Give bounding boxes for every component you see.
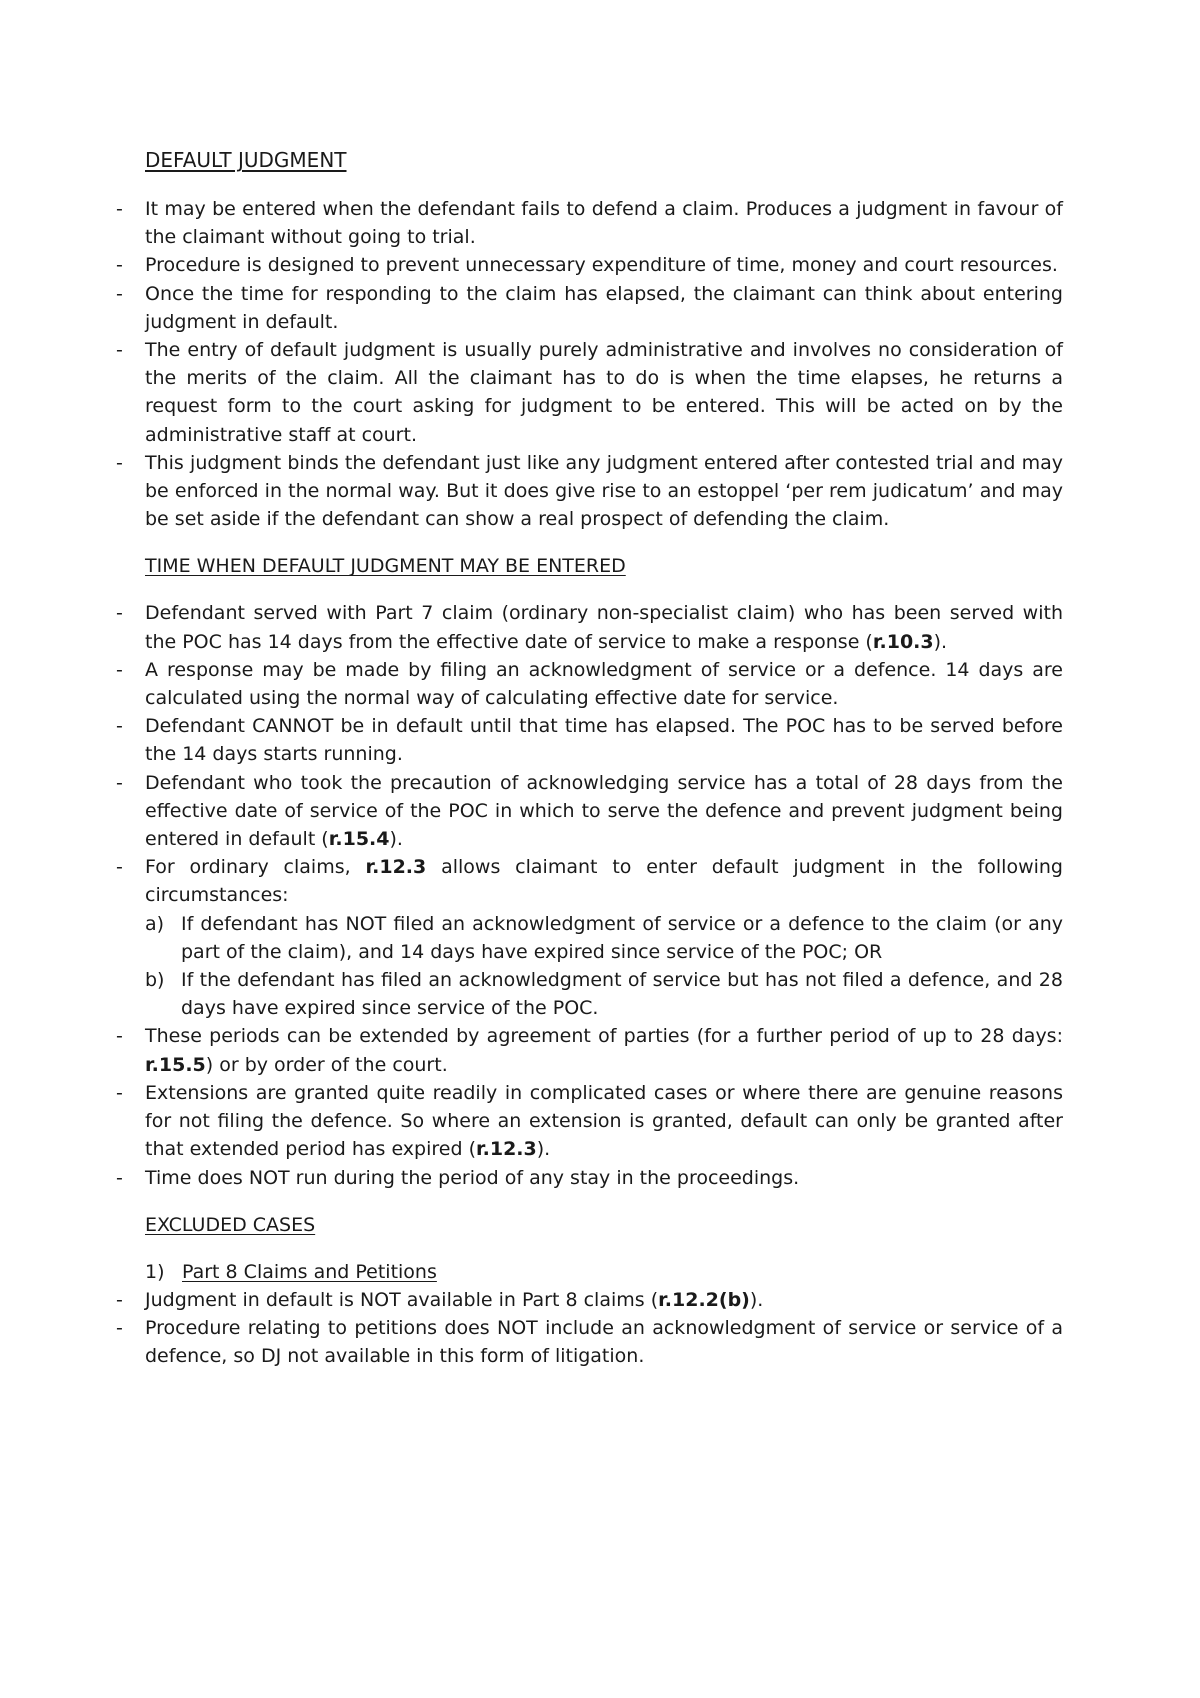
list-item [145, 1022, 1063, 1078]
list-item [145, 1286, 1063, 1314]
list-item: - The entry of default judgment is usually purely administrative and involves no consideration of the merits of the claim. All the claimant has to do is when the time elapses, he returns a request form to the court asking for judgment to be entered. This will be acted on by the administrative staff at court. [145, 336, 1063, 449]
time-list [145, 599, 1063, 1191]
list-item: - Time does NOT run during the period of any stay in the proceedings. [145, 1164, 1063, 1192]
list-item [145, 853, 1063, 1022]
rule-reference: r.15.5 [145, 1053, 206, 1076]
list-item-text: These periods can be extended by agreement of parties (for a further period of up to 28 days: [145, 1025, 1063, 1048]
circumstances-list [145, 910, 1063, 1023]
list-item-text: Judgment in default is NOT available in Part 8 claims ( [145, 1288, 659, 1311]
list-marker: b) [145, 969, 165, 992]
document-title: DEFAULT JUDGMENT [145, 148, 347, 172]
list-item: - It may be entered when the defendant fails to defend a claim. Produces a judgment in favour of the claimant without going to trial. [145, 195, 1063, 251]
list-item [145, 1079, 1063, 1164]
list-item-text: If the defendant has filed an acknowledgment of service but has not filed a defence, and 28 days have expired since service of the POC. [181, 969, 1063, 1020]
list-item [145, 966, 1063, 1022]
list-item: - A response may be made by filing an acknowledgment of service or a defence. 14 days are calculated using the normal way of calculating effective date for service. [145, 656, 1063, 712]
section-heading-excluded: EXCLUDED CASES [145, 1213, 316, 1236]
subsection-title: Part 8 Claims and Petitions [182, 1260, 437, 1283]
list-item [145, 599, 1063, 655]
list-item [145, 910, 1063, 966]
numbered-subheading [145, 1258, 1063, 1286]
document-page [145, 146, 1063, 1370]
section-heading-time: TIME WHEN DEFAULT JUDGMENT MAY BE ENTERED [145, 555, 626, 578]
list-item-text: ). [536, 1138, 551, 1161]
list-item [145, 769, 1063, 854]
list-item-text: ). [389, 828, 403, 851]
list-item-text: ) or by order of the court. [205, 1053, 448, 1076]
intro-list [145, 195, 1063, 533]
rule-reference: r.12.3 [365, 856, 427, 879]
list-item: - This judgment binds the defendant just like any judgment entered after contested trial and may be enforced in the normal way. But it does give rise to an estoppel ‘per rem judicatum’ and may be set aside if the defendant can show a real prospect of defending the claim. [145, 449, 1063, 534]
list-item-text: Extensions are granted quite readily in complicated cases or where there are genuine reasons for not filing the defence. So where an extension is granted, default can only be granted after that extended period has expired ( [145, 1081, 1063, 1161]
list-item: - Procedure is designed to prevent unnecessary expenditure of time, money and court resources. [145, 251, 1063, 279]
list-item-text: Defendant served with Part 7 claim (ordinary non-specialist claim) who has been served with the POC has 14 days from the effective date of service to make a response ( [145, 602, 1063, 653]
list-item: - Procedure relating to petitions does NOT include an acknowledgment of service or service of a defence, so DJ not available in this form of litigation. [145, 1314, 1063, 1370]
list-marker: a) [145, 912, 165, 935]
list-item-text: Defendant who took the precaution of acknowledging service has a total of 28 days from the effective date of service of the POC in which to serve the defence and prevent judgment being entered in default ( [145, 771, 1063, 851]
rule-reference: r.10.3 [872, 630, 934, 653]
excluded-list [145, 1286, 1063, 1371]
rule-reference: r.12.3 [475, 1138, 537, 1161]
rule-reference: r.15.4 [328, 828, 390, 851]
rule-reference: r.12.2(b) [658, 1288, 750, 1311]
list-item-text: ). [933, 630, 948, 653]
list-item: - Defendant CANNOT be in default until that time has elapsed. The POC has to be served before the 14 days starts running. [145, 712, 1063, 768]
list-item-text: For ordinary claims, [145, 856, 366, 879]
list-item: - Once the time for responding to the claim has elapsed, the claimant can think about entering judgment in default. [145, 280, 1063, 336]
list-item-text: If defendant has NOT filed an acknowledgment of service or a defence to the claim (or any part of the claim), and 14 days have expired since service of the POC; OR [181, 912, 1063, 963]
list-marker: 1) [145, 1260, 165, 1283]
list-item-text: ). [749, 1288, 764, 1311]
list-item-text: allows claimant to enter default judgment in the following circumstances: [145, 856, 1063, 907]
